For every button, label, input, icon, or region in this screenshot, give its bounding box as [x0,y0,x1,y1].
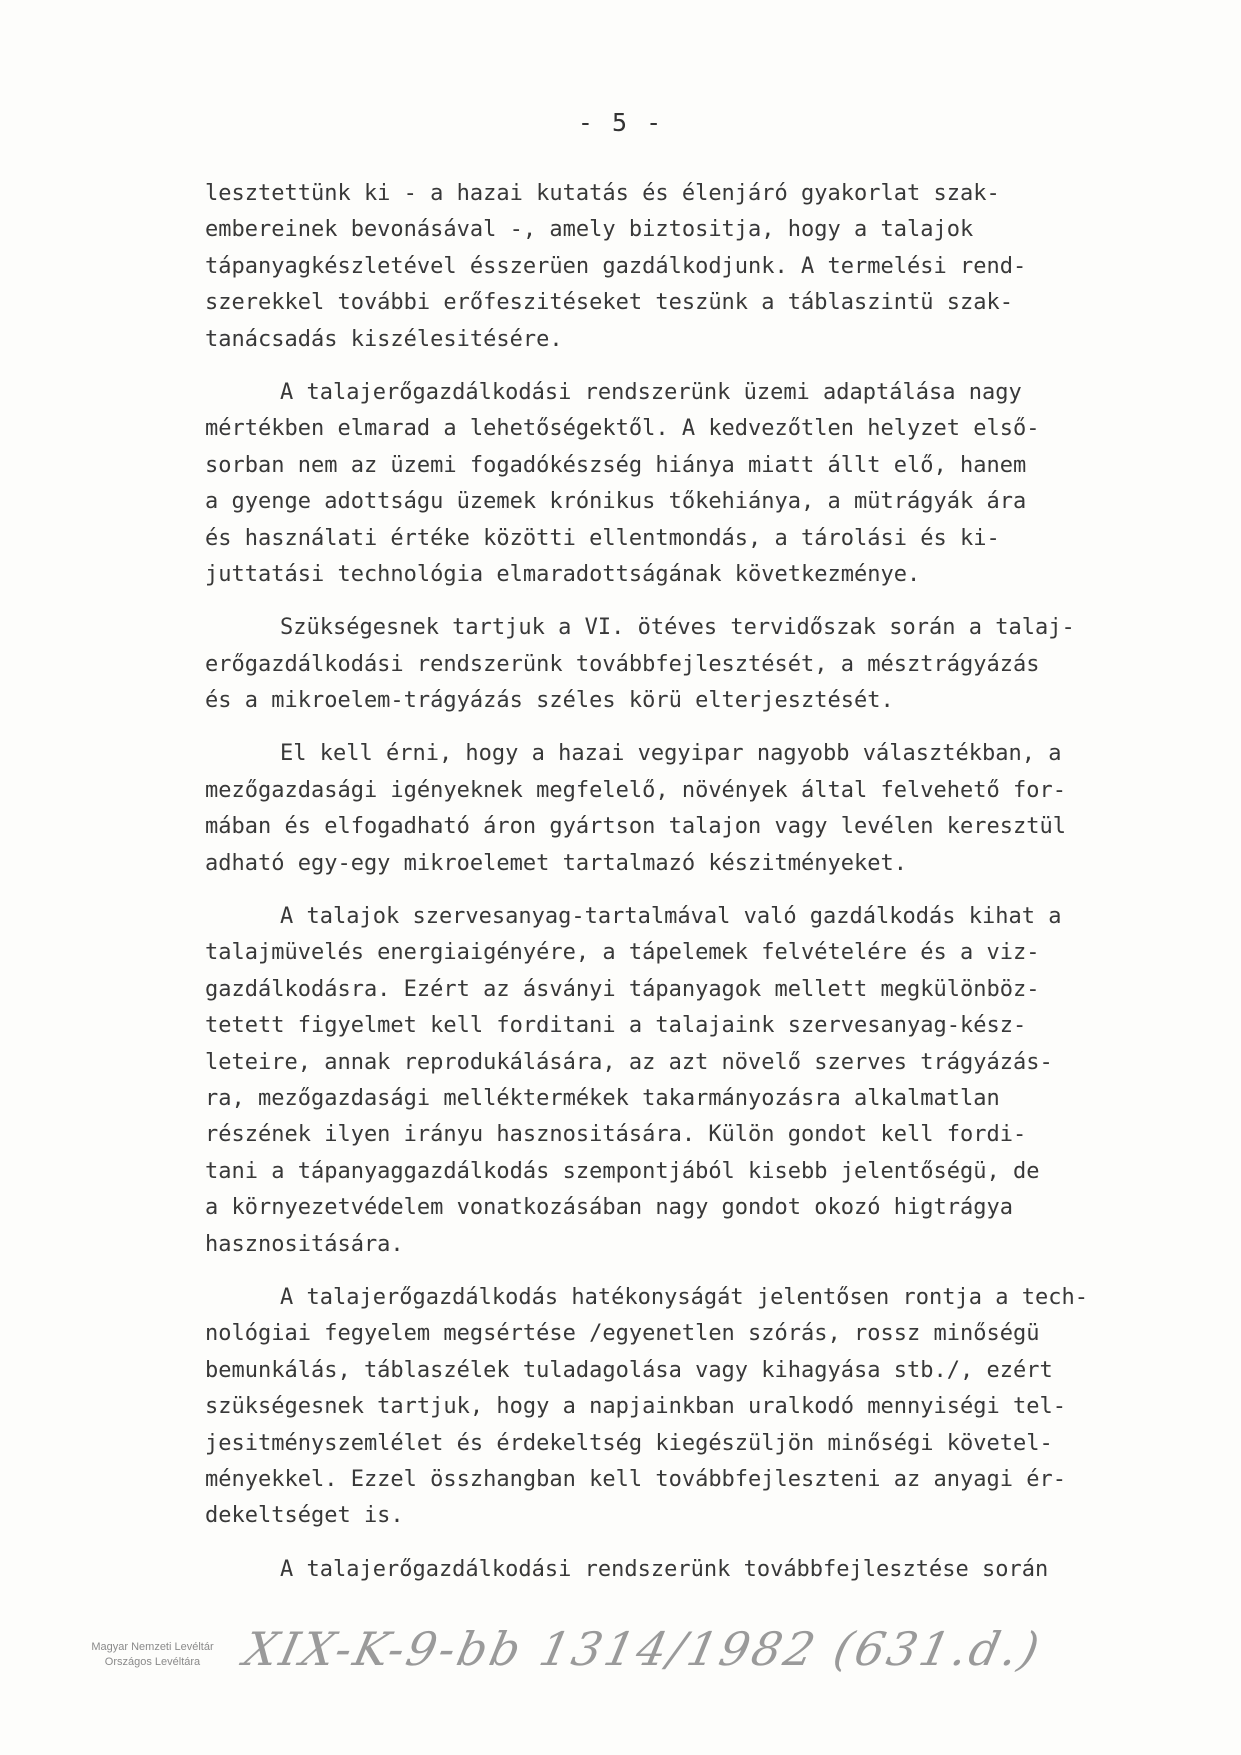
archive-stamp-line-1: Magyar Nemzeti Levéltár [91,1641,214,1653]
text-line: nológiai fegyelem megsértése /egyenetlen szórás, rossz minőségü [205,1321,1040,1347]
text-line: tani a tápanyaggazdálkodás szempontjából kisebb jelentőségü, de [205,1158,1040,1184]
text-line: erőgazdálkodási rendszerünk továbbfejlesztését, a mésztrágyázás [205,651,1040,677]
text-line: Szükségesnek tartjuk a VI. ötéves tervidőszak során a talaj- [280,615,1075,641]
paragraph [205,899,1205,1263]
text-line: ményekkel. Ezzel összhangban kell továbbfejleszteni az anyagi ér- [205,1466,1066,1492]
text-line: hasznositására. [205,1231,404,1257]
text-line: bemunkálás, táblaszélek tuladagolása vagy kihagyása stb./, ezért [205,1357,1053,1383]
text-line: szerekkel további erőfeszitéseket teszünk a táblaszintü szak- [205,290,1013,316]
text-line: gazdálkodásra. Ezért az ásványi tápanyagok mellett megkülönböz- [205,976,1040,1002]
paragraph [205,1280,1205,1535]
text-line: A talajerőgazdálkodási rendszerünk továbbfejlesztése során [280,1556,1049,1582]
handwritten-reference: XIX-K-9-bb 1314/1982 (631.d.) [239,1622,1047,1676]
text-line: tápanyagkészletével ésszerüen gazdálkodjunk. A termelési rend- [205,253,1027,279]
text-line: embereinek bevonásával -, amely biztositja, hogy a talajok [205,217,974,243]
text-line: El kell érni, hogy a hazai vegyipar nagyobb választékban, a [280,741,1062,767]
text-line: A talajok szervesanyag-tartalmával való gazdálkodás kihat a [280,904,1062,930]
text-line: juttatási technológia elmaradottságának következménye. [205,561,921,587]
text-line: tanácsadás kiszélesitésére. [205,326,563,352]
text-line: A talajerőgazdálkodás hatékonyságát jelentősen rontja a tech- [280,1284,1088,1310]
text-line: leteire, annak reprodukálására, az azt növelő szerves trágyázás- [205,1049,1053,1075]
text-line: adható egy-egy mikroelemet tartalmazó készitményeket. [205,850,907,876]
document-body [205,176,1205,1605]
text-line: sorban nem az üzemi fogadókészség hiánya miatt állt elő, hanem [205,452,1027,478]
text-line: jesitményszemlélet és érdekeltség kiegészüljön minőségi követel- [205,1430,1053,1456]
text-line: mértékben elmarad a lehetőségektől. A kedvezőtlen helyzet első- [205,416,1040,442]
text-line: mában és elfogadható áron gyártson talajon vagy levélen keresztül [205,814,1066,840]
text-line: ra, mezőgazdasági melléktermékek takarmányozásra alkalmatlan [205,1085,1000,1111]
page-number: - 5 - [577,108,664,137]
text-line: talajmüvelés energiaigényére, a tápelemek felvételére és a viz- [205,940,1040,966]
text-line: A talajerőgazdálkodási rendszerünk üzemi adaptálása nagy [280,379,1022,405]
text-line: szükségesnek tartjuk, hogy a napjainkban uralkodó mennyiségi tel- [205,1394,1066,1420]
text-line: részének ilyen irányu hasznositására. Külön gondot kell fordi- [205,1122,1027,1148]
text-line: és a mikroelem-trágyázás széles körü elterjesztését. [205,688,894,714]
text-line: a gyenge adottságu üzemek krónikus tőkehiánya, a mütrágyák ára [205,489,1027,515]
paragraph [205,736,1205,882]
text-line: tetett figyelmet kell forditani a talajaink szervesanyag-kész- [205,1013,1027,1039]
text-line: a környezetvédelem vonatkozásában nagy gondot okozó higtrágya [205,1195,1013,1221]
paragraph [205,1552,1205,1588]
paragraph [205,375,1205,593]
paragraph [205,610,1205,719]
paragraph [205,176,1205,358]
text-line: dekeltséget is. [205,1503,404,1529]
text-line: mezőgazdasági igényeknek megfelelő, növények által felvehető for- [205,777,1066,803]
text-line: és használati értéke közötti ellentmondás, a tárolási és ki- [205,525,1000,551]
archive-stamp-line-2: Országos Levéltára [104,1656,201,1668]
text-line: lesztettünk ki - a hazai kutatás és élenjáró gyakorlat szak- [205,181,1000,206]
archive-stamp [70,1640,235,1670]
